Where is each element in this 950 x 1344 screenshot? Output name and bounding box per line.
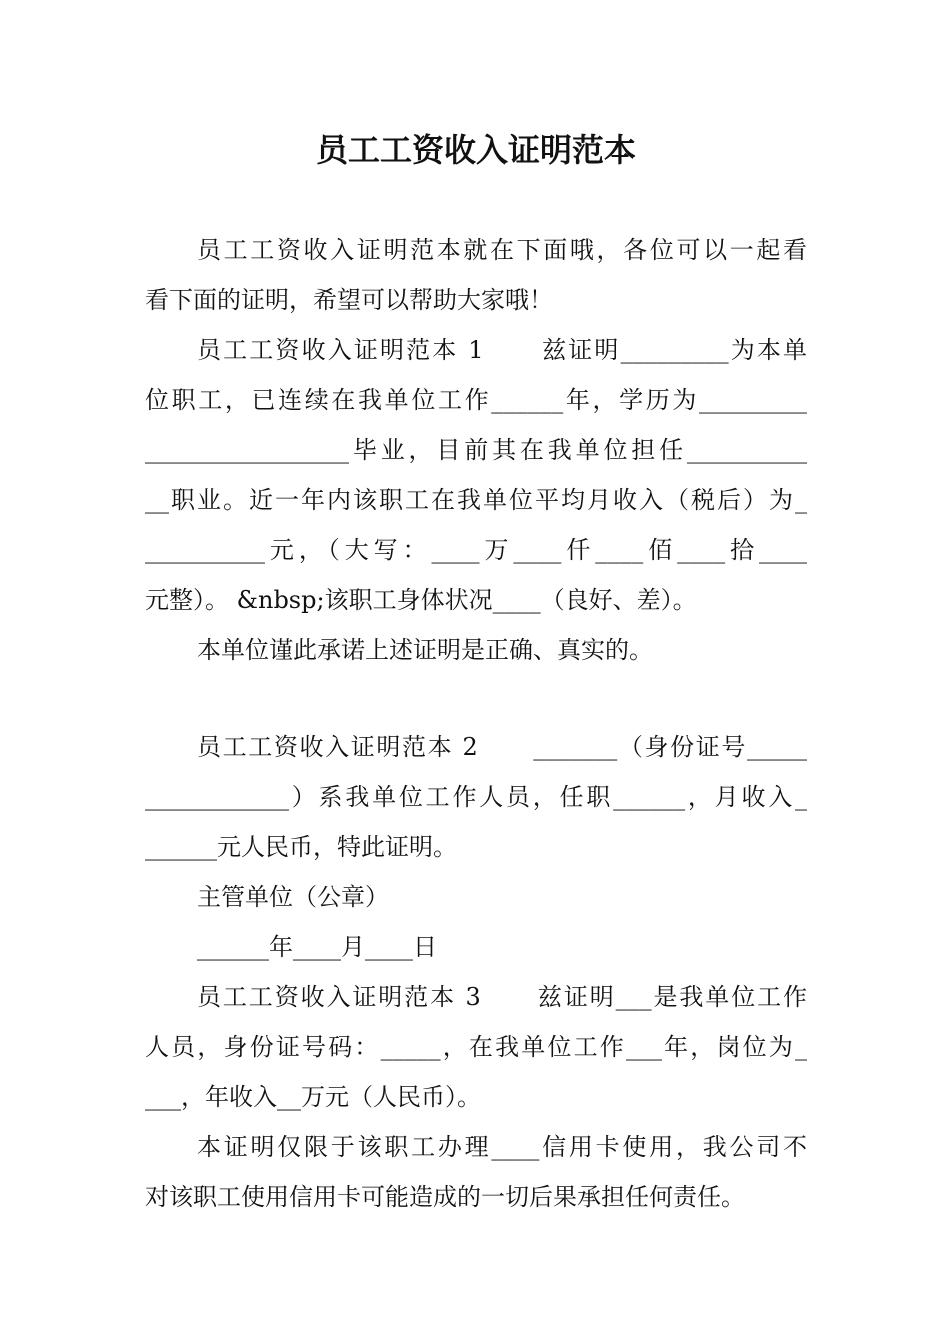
paragraph-line: ___，年收入__万元（人民币）。 — [145, 1083, 481, 1111]
paragraph-line: 人员，身份证号码：_____，在我单位工作___年，岗位为_ — [145, 1033, 807, 1061]
paragraph-line: ______年____月____日 — [197, 933, 437, 961]
paragraph-line: 本单位谨此承诺上述证明是正确、真实的。 — [197, 636, 653, 664]
paragraph-line: __职业。近一年内该职工在我单位平均月收入（税后）为_ — [145, 486, 807, 514]
paragraph-line: ______元人民币，特此证明。 — [145, 833, 457, 861]
document-title: 员工工资收入证明范本 — [315, 131, 636, 169]
paragraph-line: 本证明仅限于该职工办理____信用卡使用，我公司不 — [197, 1133, 807, 1161]
paragraph-line: 看下面的证明，希望可以帮助大家哦！ — [145, 286, 553, 314]
paragraph-line: __________元，（大写：____万____仟____佰____拾____ — [145, 536, 807, 564]
paragraph-line: 对该职工使用信用卡可能造成的一切后果承担任何责任。 — [145, 1183, 745, 1211]
paragraph-line: 员工工资收入证明范本 3 兹证明___是我单位工作 — [197, 983, 807, 1011]
paragraph-line: 员工工资收入证明范本就在下面哦，各位可以一起看 — [197, 236, 807, 264]
paragraph-line: 元整）。 &nbsp;该职工身体状况____（良好、差）。 — [145, 586, 697, 614]
paragraph-line: 员工工资收入证明范本 1 兹证明_________为本单 — [197, 336, 807, 364]
paragraph-line: ____________）系我单位工作人员，任职______，月收入_ — [145, 783, 807, 811]
paragraph-line: _________________毕业，目前其在我单位担任__________ — [145, 436, 807, 464]
paragraph-line: 主管单位（公章） — [197, 883, 389, 911]
paragraph-line: 位职工，已连续在我单位工作______年，学历为_________ — [145, 386, 807, 414]
paragraph-line: 员工工资收入证明范本 2 _______（身份证号_____ — [197, 733, 807, 761]
